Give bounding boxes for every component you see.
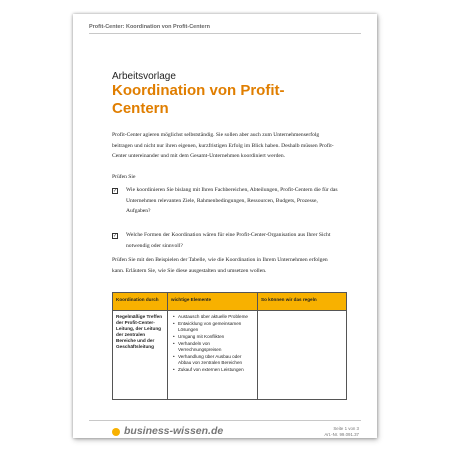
list-item: • Zukauf von externen Leistungen <box>178 367 254 373</box>
table-row <box>113 311 347 400</box>
page-number: Seite 1 von 3 <box>333 426 359 431</box>
footer-meta <box>324 426 359 438</box>
list-item: • Verhandeln von Verrechnungspreisen <box>178 341 254 352</box>
list-item: • Umgang mit Konflikten <box>178 334 254 340</box>
instruction-paragraph: Prüfen Sie mit den Beispielen der Tabelle, wie die Koordination in Ihrem Unternehmen erfolgen kann. Erläutern Sie, wie Sie diese ausgestalten und umsetzen wollen. <box>112 257 328 274</box>
table-header-row <box>113 293 347 311</box>
prompt-label: Prüfen Sie <box>112 174 136 180</box>
page-title: Koordination von Profit-Centern <box>112 82 285 117</box>
elements-list <box>171 314 254 372</box>
notes-cell[interactable] <box>258 311 347 400</box>
table-header-cell: Koordination durch <box>113 293 168 311</box>
checkbox-icon: ✓ <box>113 233 118 239</box>
list-item: • Verhandlung über Ausbau oder Abbau von zentralen Bereichen <box>178 354 254 365</box>
article-number: Art.-Nr. 99.091.37 <box>324 432 359 437</box>
brand-logo: business-wissen.de <box>124 425 224 437</box>
table-header-cell: wichtige Elemente <box>168 293 258 311</box>
document-page <box>73 14 377 438</box>
header-divider <box>89 33 361 34</box>
table-row-label: Regelmäßige Treffen der Profit-Center-Leitung, der Leitung der zentralen Bereiche und der Geschäftsleitung <box>113 311 168 400</box>
logo-dot-icon <box>112 428 120 436</box>
list-item: • Entwicklung von gemeinsamen Lösungen <box>178 321 254 332</box>
running-header: Profit-Center: Koordination von Profit-Centern <box>89 24 210 30</box>
checklist-item: Wie koordinieren Sie bislang mit Ihren Fachbereichen, Abteilungen, Profit-Centern die für das Unternehmen relevanten Ziele, Rahmenbedingungen, Ressourcen, Budgets, Prozesse, Aufgaben? <box>126 187 338 214</box>
list-item: • Austausch über aktuelle Probleme <box>178 314 254 320</box>
document-kicker: Arbeitsvorlage <box>112 71 176 82</box>
checkbox-icon: ✓ <box>113 188 118 194</box>
intro-paragraph: Profit-Center agieren möglichst selbstständig. Sie sollen aber auch zum Unternehmenserfolg beitragen und nicht nur ihren eigenen, kurzfristigen Erfolg im Blick haben. Deshalb müssen Profit-Center untereinander und mit dem Gesamt-Unternehmen koordiniert werden. <box>112 132 334 159</box>
footer-divider <box>89 420 361 421</box>
table-elements-cell <box>168 311 258 400</box>
checklist-item: Welche Formen der Koordination wären für eine Profit-Center-Organisation aus Ihrer Sicht notwendig oder sinnvoll? <box>126 232 331 249</box>
coordination-table <box>112 292 347 400</box>
table-header-cell: So können wir das regeln <box>258 293 347 311</box>
